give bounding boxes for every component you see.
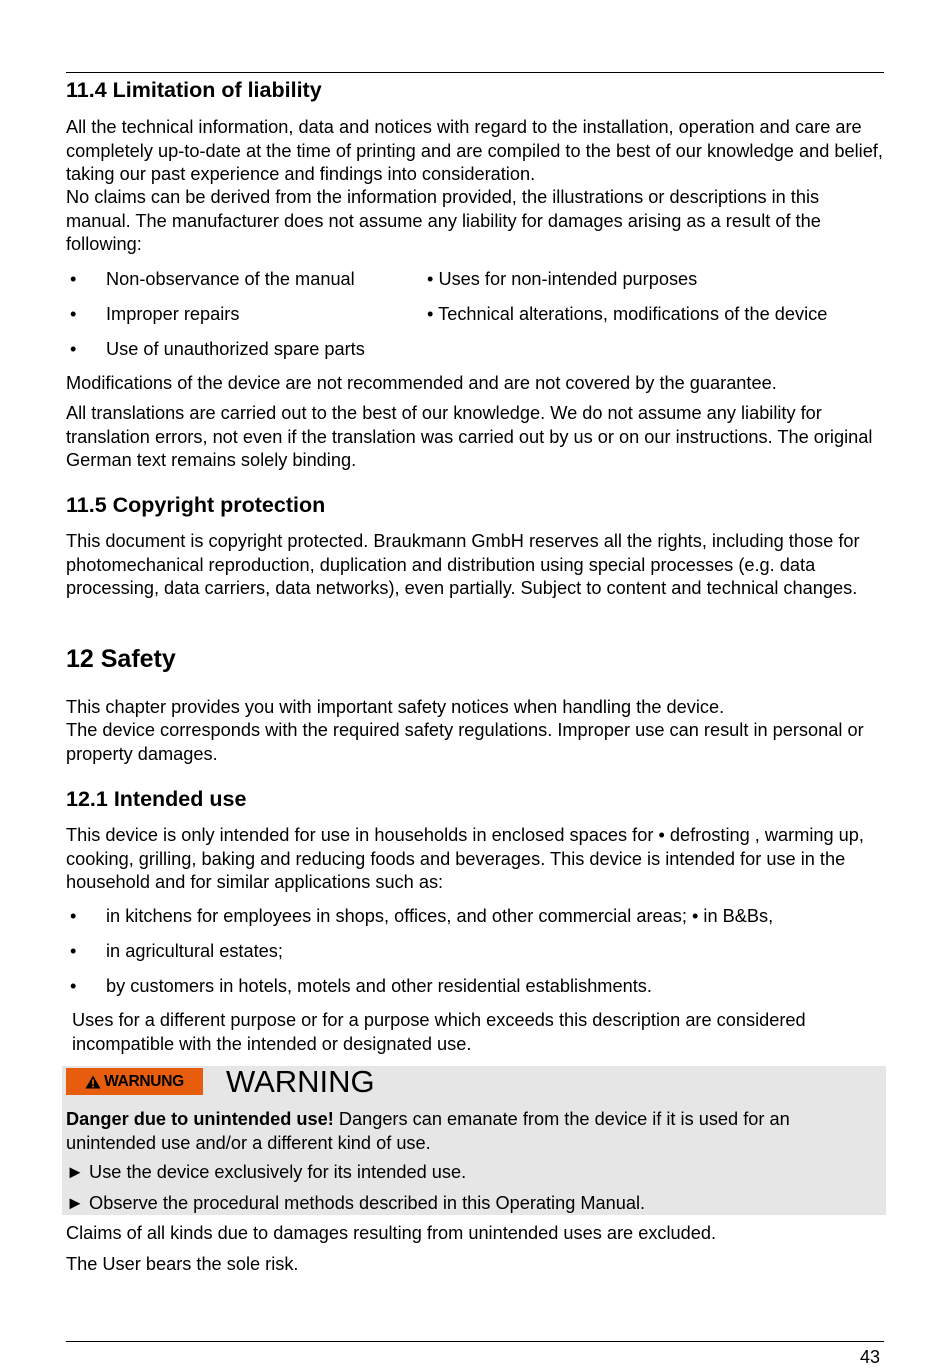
paragraph: All the technical information, data and notices with regard to the installation, operation and care are completely up-to-date at the time of printing and are compiled to the best of our knowledge and belief, taking our past experience and findings into consideration. <box>66 117 883 184</box>
bullet-icon: • <box>70 339 77 359</box>
bullet-icon: • <box>70 269 77 289</box>
warning-text: Danger due to unintended use! Dangers can emanate from the device if it is used for an unintended use and/or a different kind of use. <box>66 1109 790 1153</box>
warning-badge <box>66 1068 203 1095</box>
paragraph: This document is copyright protected. Braukmann GmbH reserves all the rights, including those for photomechanical reproduction, duplication and distribution using special processes (e.g. data processing, data carriers, data networks), even partially. Subject to content and technical changes. <box>66 531 860 598</box>
chapter-heading-12: 12 Safety <box>66 645 176 673</box>
warning-badge-label: WARNUNG <box>104 1072 184 1090</box>
paragraph: Uses for a different purpose or for a purpose which exceeds this description are considered incompatible with the intended or designated use. <box>72 1010 806 1054</box>
section-heading-12-1: 12.1 Intended use <box>66 787 247 811</box>
bullet-icon: • <box>70 976 77 996</box>
section-heading-11-5: 11.5 Copyright protection <box>66 493 326 517</box>
bullet-icon: • <box>70 906 77 926</box>
paragraph: The User bears the sole risk. <box>66 1254 299 1274</box>
bullet-icon: • <box>70 304 77 324</box>
paragraph: Claims of all kinds due to damages resulting from unintended uses are excluded. <box>66 1223 717 1243</box>
paragraph: The device corresponds with the required safety regulations. Improper use can result in personal or property damages. <box>66 720 864 764</box>
warning-triangle-icon <box>85 1075 101 1089</box>
paragraph: Modifications of the device are not recommended and are not covered by the guarantee. <box>66 373 777 393</box>
bullet-icon: • <box>427 269 434 289</box>
paragraph: This device is only intended for use in households in enclosed spaces for • defrosting , warming up, cooking, grilling, baking and reducing foods and beverages. This device is intended for use in the household and for similar applications such as: <box>66 825 864 892</box>
bottom-rule <box>66 1341 884 1342</box>
paragraph: All translations are carried out to the best of our knowledge. We do not assume any liability for translation errors, not even if the translation was carried out by us or on our instructions. The original German text remains solely binding. <box>66 403 873 470</box>
section-heading-11-4: 11.4 Limitation of liability <box>66 78 322 102</box>
warning-step: ► Observe the procedural methods described in this Operating Manual. <box>66 1193 646 1213</box>
list-item: • Technical alterations, modifications of the device <box>427 304 828 324</box>
bullet-icon: • <box>70 941 77 961</box>
page-number: 43 <box>860 1347 881 1367</box>
bullet-icon: • <box>427 304 434 324</box>
warning-title: WARNING <box>226 1064 375 1099</box>
warning-step: ► Use the device exclusively for its intended use. <box>66 1162 467 1182</box>
paragraph: This chapter provides you with important safety notices when handling the device. <box>66 697 725 717</box>
list-item: • Uses for non-intended purposes <box>427 269 698 289</box>
warning-lead: Danger due to unintended use! <box>66 1109 334 1129</box>
top-rule <box>66 72 884 73</box>
paragraph: No claims can be derived from the information provided, the illustrations or descriptions in this manual. The manufacturer does not assume any liability for damages arising as a result of the following: <box>66 187 821 254</box>
